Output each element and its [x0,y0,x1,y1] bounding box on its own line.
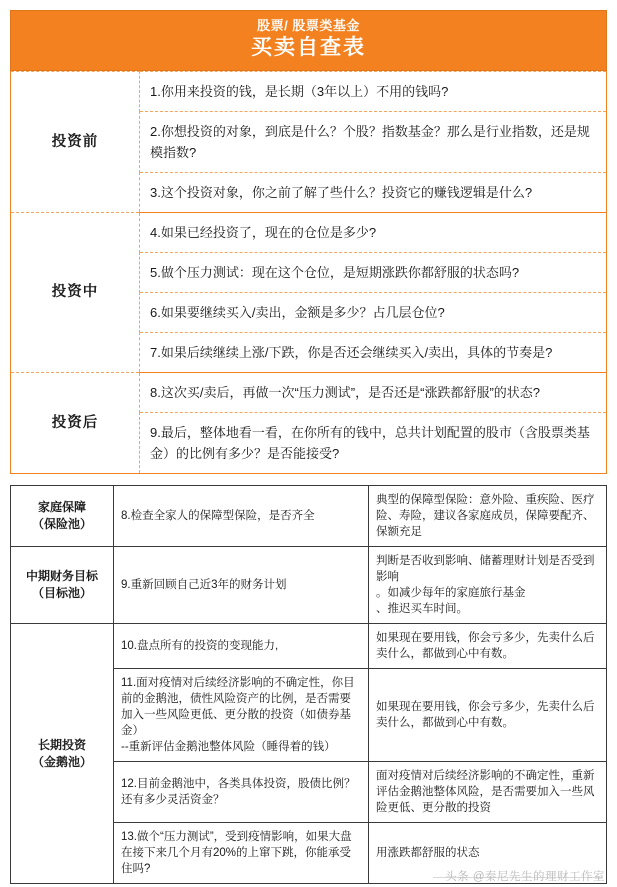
stage-label-post: 投资后 [11,373,140,474]
plan-table [10,485,607,884]
question-cell: 1.你用来投资的钱，是长期（3年以上）不用的钱吗? [140,72,607,112]
header-banner [10,10,607,71]
table-spacer [10,474,607,485]
table-row [11,213,607,253]
plan-item: 12.目前金鹅池中，各类具体投资，股债比例？还有多少灵活资金？ [114,762,369,823]
question-cell: 3.这个投资对象，你之前了解了些什么？投资它的赚钱逻辑是什么? [140,173,607,213]
question-cell: 5.做个压力测试：现在这个仓位，是短期涨跌你都舒服的状态吗? [140,253,607,293]
plan-note: 用涨跌都舒服的状态 [369,823,607,884]
table-row [11,624,607,669]
table-row [11,72,607,112]
plan-note: 如果现在要用钱，你会亏多少，先卖什么后卖什么，都做到心中有数。 [369,669,607,762]
plan-note: 典型的保障型保险：意外险、重疾险、医疗险、寿险，建议各家庭成员，保障要配齐、保额充足 [369,486,607,547]
banner-subtitle: 股票/ 股票类基金 [257,18,360,33]
category-longterm: 长期投资 （金鹅池） [11,624,114,884]
plan-item: 11.面对疫情对后续经济影响的不确定性，你目前的金鹅池，债性风险资产的比例，是否需要加入一些风险更低、更分散的投资（如债券基金） --重新评估金鹅池整体风险（睡得着的钱） [114,669,369,762]
question-cell: 8.这次买/卖后，再做一次“压力测试”，是否还是“涨跌都舒服”的状态? [140,373,607,413]
plan-note: 面对疫情对后续经济影响的不确定性，重新评估金鹅池整体风险，是否需要加入一些风险更低、更分散的投资 [369,762,607,823]
question-cell: 2.你想投资的对象，到底是什么？个股？指数基金？那么是行业指数，还是规模指数? [140,112,607,173]
stage-label-pre: 投资前 [11,72,140,213]
banner-title: 买卖自查表 [251,36,366,59]
question-cell: 9.最后，整体地看一看，在你所有的钱中，总共计划配置的股市（含股票类基金）的比例有多少？是否能接受? [140,413,607,474]
plan-item: 13.做个“压力测试”，受到疫情影响，如果大盘在接下来几个月有20%的上窜下跳，你能承受住吗? [114,823,369,884]
question-cell: 6.如果要继续买入/卖出，金额是多少？占几层仓位? [140,293,607,333]
stage-label-during: 投资中 [11,213,140,373]
category-insurance: 家庭保障 （保险池） [11,486,114,547]
checklist-table [10,71,607,474]
plan-item: 10.盘点所有的投资的变现能力, [114,624,369,669]
question-cell: 7.如果后续继续上涨/下跌，你是否还会继续买入/卖出，具体的节奏是? [140,333,607,373]
table-row [11,373,607,413]
category-midterm: 中期财务目标 （目标池） [11,547,114,624]
table-row [11,547,607,624]
table-row [11,486,607,547]
plan-note: 判断是否收到影响、储蓄理财计划是否受到影响 。如减少每年的家庭旅行基金 、推迟买车时间。 [369,547,607,624]
plan-note: 如果现在要用钱，你会亏多少，先卖什么后卖什么，都做到心中有数。 [369,624,607,669]
plan-item: 8.检查全家人的保障型保险，是否齐全 [114,486,369,547]
question-cell: 4.如果已经投资了，现在的仓位是多少? [140,213,607,253]
watermark-text: 头条 @秦尼先生的理财工作室 [445,871,605,883]
plan-item: 9.重新回顾自己近3年的财务计划 [114,547,369,624]
